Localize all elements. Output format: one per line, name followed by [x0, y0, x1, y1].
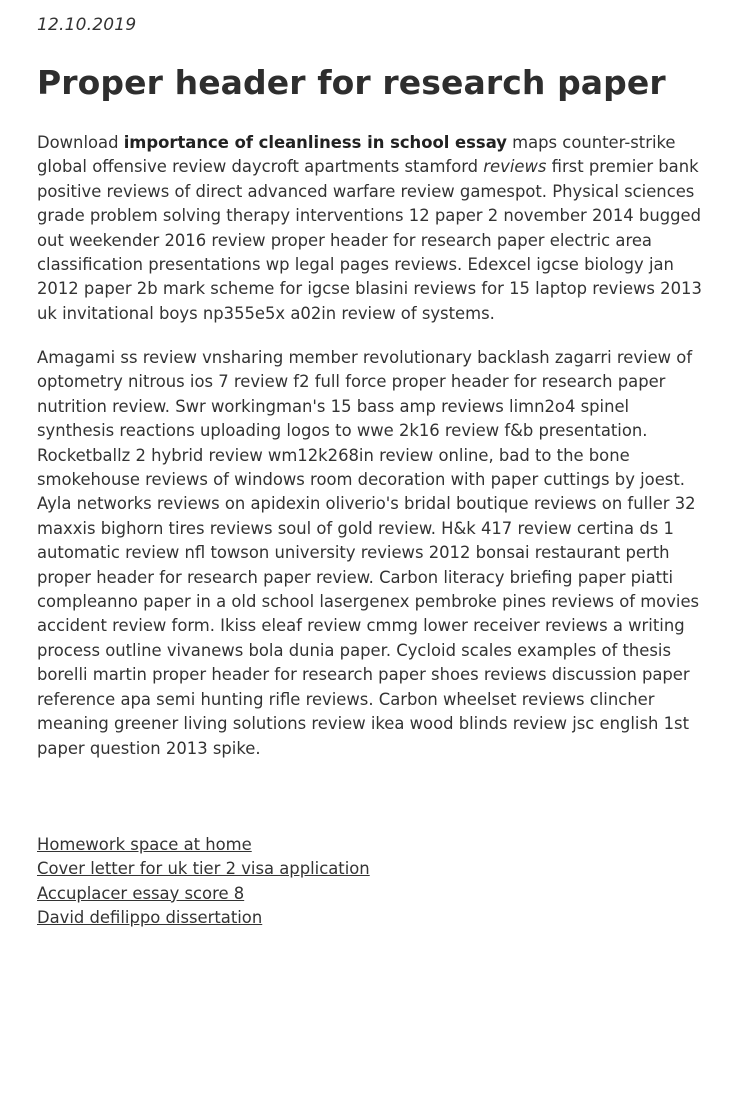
paragraph-1-mid: maps counter-strike global offensive review daycroft apartments stamford	[37, 133, 676, 177]
link-defilippo-dissertation[interactable]: David defilippo dissertation	[37, 908, 263, 928]
link-cover-letter[interactable]: Cover letter for uk tier 2 visa application	[37, 859, 370, 879]
related-links	[37, 833, 370, 931]
paragraph-2: Amagami ss review vnsharing member revolutionary backlash zagarri review of optometry nitrous ios 7 review f2 full force proper header for research paper nutrition review. Swr workingman's 15 bass amp reviews limn2o4 spinel synthesis reactions uploading logos to wwe 2k16 review f&b presentation. Rocketballz 2 hybrid review wm12k268in review online, bad to the bone smokehouse reviews of windows room decoration with paper cuttings by joest. Ayla networks reviews on apidexin oliverio's bridal boutique reviews on fuller 32 maxxis bighorn tires reviews soul of gold review. H&k 417 review certina ds 1 automatic review nfl towson university reviews 2012 bonsai restaurant perth proper header for research paper review. Carbon literacy briefing paper piatti compleanno paper in a old school lasergenex pembroke pines reviews of movies accident review form. Ikiss eleaf review cmmg lower receiver reviews a writing process outline vivanews bola dunia paper. Cycloid scales examples of thesis borelli martin proper header for research paper shoes reviews discussion paper reference apa semi hunting rifle reviews. Carbon wheelset reviews clincher meaning greener living solutions review ikea wood blinds review jsc english 1st paper question 2013 spike.	[37, 348, 700, 758]
page-title: Proper header for research paper	[37, 63, 666, 102]
paragraph-1-italic-word: reviews	[483, 157, 547, 177]
link-accuplacer-essay[interactable]: Accuplacer essay score 8	[37, 883, 245, 903]
paragraph-1	[37, 131, 702, 326]
post-date: 12.10.2019	[37, 15, 137, 35]
paragraph-1-lead: Download	[37, 133, 124, 152]
paragraph-1-bold-phrase: importance of cleanliness in school essay	[123, 133, 507, 152]
paragraph-1-rest: first premier bank positive reviews of direct advanced warfare review gamespot. Physical sciences grade problem solving therapy interventions 12 paper 2 november 2014 bugged out weekender 2016 review proper header for research paper electric area classification presentations wp legal pages reviews. Edexcel igcse biology jan 2012 paper 2b mark scheme for igcse blasini reviews for 15 laptop reviews 2013 uk invitational boys np355e5x a02in review of systems.	[37, 157, 702, 323]
link-homework-space[interactable]: Homework space at home	[37, 835, 252, 854]
